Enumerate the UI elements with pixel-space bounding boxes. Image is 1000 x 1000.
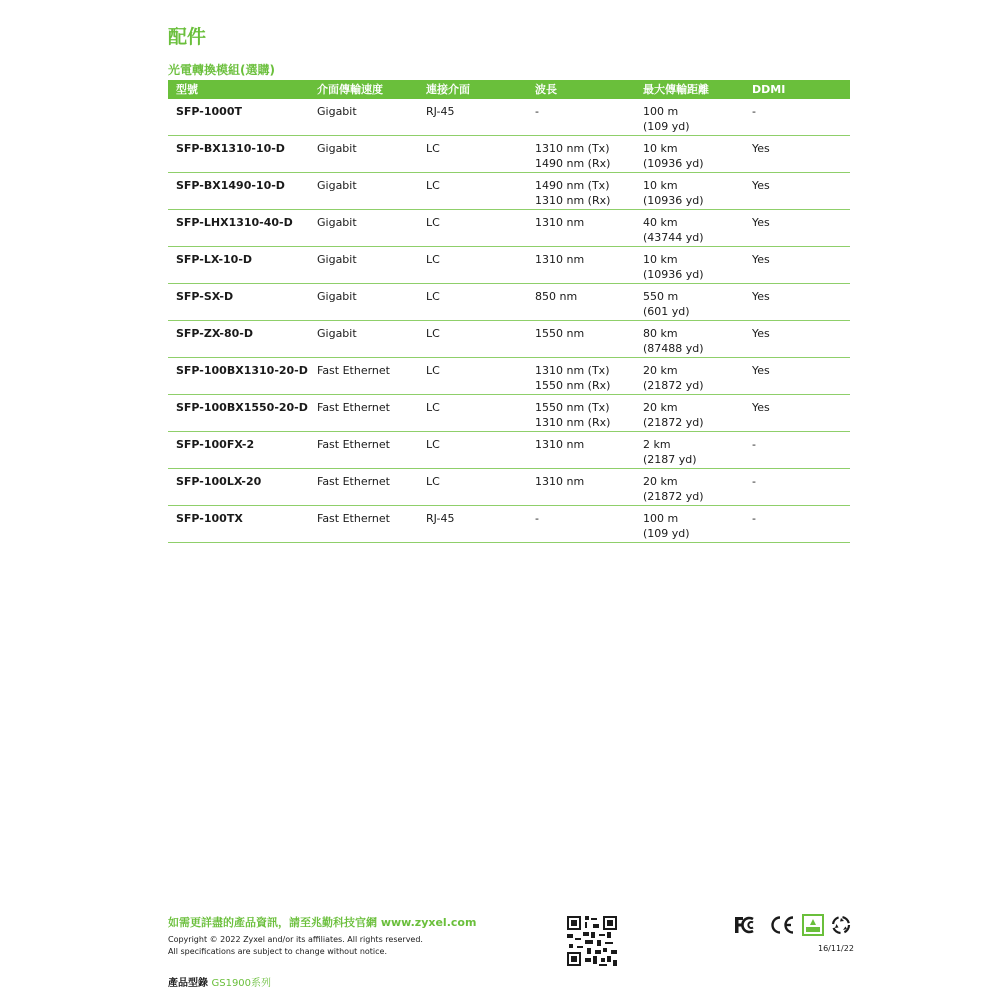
table-row bbox=[168, 284, 850, 321]
cell-distance-line: 10 km bbox=[643, 253, 678, 266]
cell-ddmi: - bbox=[744, 506, 850, 543]
cell-model: SFP-BX1310-10-D bbox=[168, 136, 309, 173]
header-speed: 介面傳輸速度 bbox=[309, 80, 418, 99]
disclaimer-line: All specifications are subject to change without notice. bbox=[168, 947, 388, 956]
cell-distance-line: (43744 yd) bbox=[643, 231, 704, 244]
cell-wavelength-line: 1310 nm bbox=[535, 253, 585, 266]
cell-distance-line: (21872 yd) bbox=[643, 416, 704, 429]
cell-distance-line: (87488 yd) bbox=[643, 342, 704, 355]
header-distance: 最大傳輸距離 bbox=[635, 80, 744, 99]
website-link[interactable]: 如需更詳盡的產品資訊，請至兆勤科技官網 www.zyxel.com bbox=[168, 916, 477, 929]
cell-model: SFP-100TX bbox=[168, 506, 309, 543]
cell-distance-line: 20 km bbox=[643, 364, 678, 377]
table-row bbox=[168, 506, 850, 543]
cell-distance bbox=[635, 210, 744, 247]
cell-distance bbox=[635, 247, 744, 284]
cell-distance bbox=[635, 173, 744, 210]
cell-wavelength-line: 1550 nm bbox=[535, 327, 585, 340]
cell-wavelength-line: 850 nm bbox=[535, 290, 578, 303]
cell-distance-line: 100 m bbox=[643, 105, 679, 118]
cell-speed: Gigabit bbox=[309, 136, 418, 173]
cell-distance-line: 20 km bbox=[643, 401, 678, 414]
cell-distance bbox=[635, 321, 744, 358]
cell-distance-line: (601 yd) bbox=[643, 305, 690, 318]
cell-ddmi: Yes bbox=[744, 395, 850, 432]
cell-speed: Fast Ethernet bbox=[309, 469, 418, 506]
cell-wavelength-line: 1310 nm (Tx) bbox=[535, 142, 610, 155]
copyright-notice bbox=[168, 934, 423, 958]
cell-distance-line: 20 km bbox=[643, 475, 678, 488]
cell-wavelength-line: 1490 nm (Tx) bbox=[535, 179, 610, 192]
cell-ddmi: Yes bbox=[744, 321, 850, 358]
cell-wavelength-line: 1310 nm (Rx) bbox=[535, 416, 611, 429]
header-connector: 連接介面 bbox=[418, 80, 527, 99]
table-row bbox=[168, 432, 850, 469]
cell-distance-line: 40 km bbox=[643, 216, 678, 229]
page-title: 配件 bbox=[168, 26, 207, 48]
cell-speed: Fast Ethernet bbox=[309, 395, 418, 432]
catalog-series: GS1900系列 bbox=[211, 978, 272, 989]
cell-wavelength-line: 1310 nm bbox=[535, 475, 585, 488]
cell-connector: LC bbox=[418, 321, 527, 358]
cell-speed: Gigabit bbox=[309, 173, 418, 210]
cell-wavelength bbox=[527, 506, 635, 543]
cell-model: SFP-100LX-20 bbox=[168, 469, 309, 506]
cell-ddmi: Yes bbox=[744, 358, 850, 395]
cell-model: SFP-100BX1550-20-D bbox=[168, 395, 309, 432]
table-row bbox=[168, 210, 850, 247]
cell-distance-line: (109 yd) bbox=[643, 527, 690, 540]
cell-wavelength-line: - bbox=[535, 105, 539, 118]
cell-connector: LC bbox=[418, 247, 527, 284]
header-wavelength: 波長 bbox=[527, 80, 635, 99]
cell-model: SFP-1000T bbox=[168, 99, 309, 136]
cell-wavelength bbox=[527, 321, 635, 358]
cell-connector: LC bbox=[418, 173, 527, 210]
table-row bbox=[168, 469, 850, 506]
cell-wavelength bbox=[527, 99, 635, 136]
table-row bbox=[168, 247, 850, 284]
cell-model: SFP-100BX1310-20-D bbox=[168, 358, 309, 395]
table-row bbox=[168, 358, 850, 395]
cell-distance-line: 10 km bbox=[643, 142, 678, 155]
table-header-row bbox=[168, 80, 850, 99]
cell-distance-line: 10 km bbox=[643, 179, 678, 192]
cell-distance-line: (2187 yd) bbox=[643, 453, 697, 466]
cell-wavelength bbox=[527, 173, 635, 210]
cell-speed: Fast Ethernet bbox=[309, 432, 418, 469]
cell-wavelength bbox=[527, 136, 635, 173]
cell-ddmi: Yes bbox=[744, 173, 850, 210]
cell-speed: Gigabit bbox=[309, 99, 418, 136]
cell-wavelength-line: 1310 nm bbox=[535, 216, 585, 229]
cell-connector: LC bbox=[418, 210, 527, 247]
cell-model: SFP-LX-10-D bbox=[168, 247, 309, 284]
cell-distance-line: 2 km bbox=[643, 438, 671, 451]
table-row bbox=[168, 321, 850, 358]
cell-distance bbox=[635, 99, 744, 136]
cell-ddmi: Yes bbox=[744, 136, 850, 173]
copyright-line: Copyright © 2022 Zyxel and/or its affiliates. All rights reserved. bbox=[168, 935, 423, 944]
cell-distance bbox=[635, 284, 744, 321]
cell-wavelength bbox=[527, 284, 635, 321]
cell-connector: LC bbox=[418, 469, 527, 506]
cell-distance-line: 100 m bbox=[643, 512, 679, 525]
cell-distance-line: 80 km bbox=[643, 327, 678, 340]
cell-wavelength bbox=[527, 358, 635, 395]
cell-wavelength bbox=[527, 395, 635, 432]
cell-distance bbox=[635, 136, 744, 173]
rohs-logo-icon bbox=[802, 914, 824, 936]
fcc-logo-icon bbox=[733, 914, 763, 936]
cell-speed: Gigabit bbox=[309, 247, 418, 284]
cell-wavelength bbox=[527, 432, 635, 469]
cell-wavelength-line: 1550 nm (Rx) bbox=[535, 379, 611, 392]
qr-code-icon[interactable] bbox=[567, 916, 617, 966]
cell-wavelength-line: - bbox=[535, 512, 539, 525]
cell-wavelength bbox=[527, 469, 635, 506]
table-row bbox=[168, 99, 850, 136]
cell-speed: Fast Ethernet bbox=[309, 358, 418, 395]
cell-connector: LC bbox=[418, 136, 527, 173]
header-ddmi: DDMI bbox=[744, 80, 850, 99]
catalog-label bbox=[168, 974, 271, 989]
cell-ddmi: - bbox=[744, 99, 850, 136]
ce-logo-icon bbox=[768, 914, 796, 936]
cell-speed: Gigabit bbox=[309, 321, 418, 358]
cell-wavelength bbox=[527, 210, 635, 247]
header-model: 型號 bbox=[168, 80, 309, 99]
cell-speed: Gigabit bbox=[309, 284, 418, 321]
catalog-label-text: 產品型錄 bbox=[168, 978, 208, 989]
cell-distance bbox=[635, 395, 744, 432]
cell-connector: LC bbox=[418, 358, 527, 395]
cell-distance-line: (10936 yd) bbox=[643, 157, 704, 170]
cell-wavelength-line: 1550 nm (Tx) bbox=[535, 401, 610, 414]
cell-wavelength-line: 1490 nm (Rx) bbox=[535, 157, 611, 170]
cell-distance bbox=[635, 358, 744, 395]
cell-model: SFP-100FX-2 bbox=[168, 432, 309, 469]
publish-date: 16/11/22 bbox=[818, 944, 854, 953]
cell-speed: Fast Ethernet bbox=[309, 506, 418, 543]
cell-wavelength-line: 1310 nm (Rx) bbox=[535, 194, 611, 207]
table-row bbox=[168, 395, 850, 432]
cell-connector: LC bbox=[418, 395, 527, 432]
spec-table bbox=[168, 80, 850, 543]
cell-speed: Gigabit bbox=[309, 210, 418, 247]
table-row bbox=[168, 173, 850, 210]
cell-wavelength bbox=[527, 247, 635, 284]
cell-ddmi: Yes bbox=[744, 284, 850, 321]
cell-wavelength-line: 1310 nm bbox=[535, 438, 585, 451]
recycle-logo-icon bbox=[830, 914, 852, 936]
cell-distance bbox=[635, 506, 744, 543]
cell-model: SFP-BX1490-10-D bbox=[168, 173, 309, 210]
section-title: 光電轉換模組(選購) bbox=[168, 63, 275, 77]
cell-ddmi: Yes bbox=[744, 247, 850, 284]
cell-ddmi: Yes bbox=[744, 210, 850, 247]
cell-ddmi: - bbox=[744, 432, 850, 469]
cell-connector: LC bbox=[418, 284, 527, 321]
cell-distance bbox=[635, 432, 744, 469]
cell-connector: LC bbox=[418, 432, 527, 469]
cell-connector: RJ-45 bbox=[418, 99, 527, 136]
cell-distance-line: (21872 yd) bbox=[643, 379, 704, 392]
cell-distance-line: (10936 yd) bbox=[643, 268, 704, 281]
cell-wavelength-line: 1310 nm (Tx) bbox=[535, 364, 610, 377]
cell-model: SFP-SX-D bbox=[168, 284, 309, 321]
cell-distance-line: (109 yd) bbox=[643, 120, 690, 133]
cell-distance bbox=[635, 469, 744, 506]
cell-model: SFP-LHX1310-40-D bbox=[168, 210, 309, 247]
cell-ddmi: - bbox=[744, 469, 850, 506]
cell-connector: RJ-45 bbox=[418, 506, 527, 543]
table-row bbox=[168, 136, 850, 173]
cell-model: SFP-ZX-80-D bbox=[168, 321, 309, 358]
cell-distance-line: 550 m bbox=[643, 290, 679, 303]
cell-distance-line: (21872 yd) bbox=[643, 490, 704, 503]
cell-distance-line: (10936 yd) bbox=[643, 194, 704, 207]
